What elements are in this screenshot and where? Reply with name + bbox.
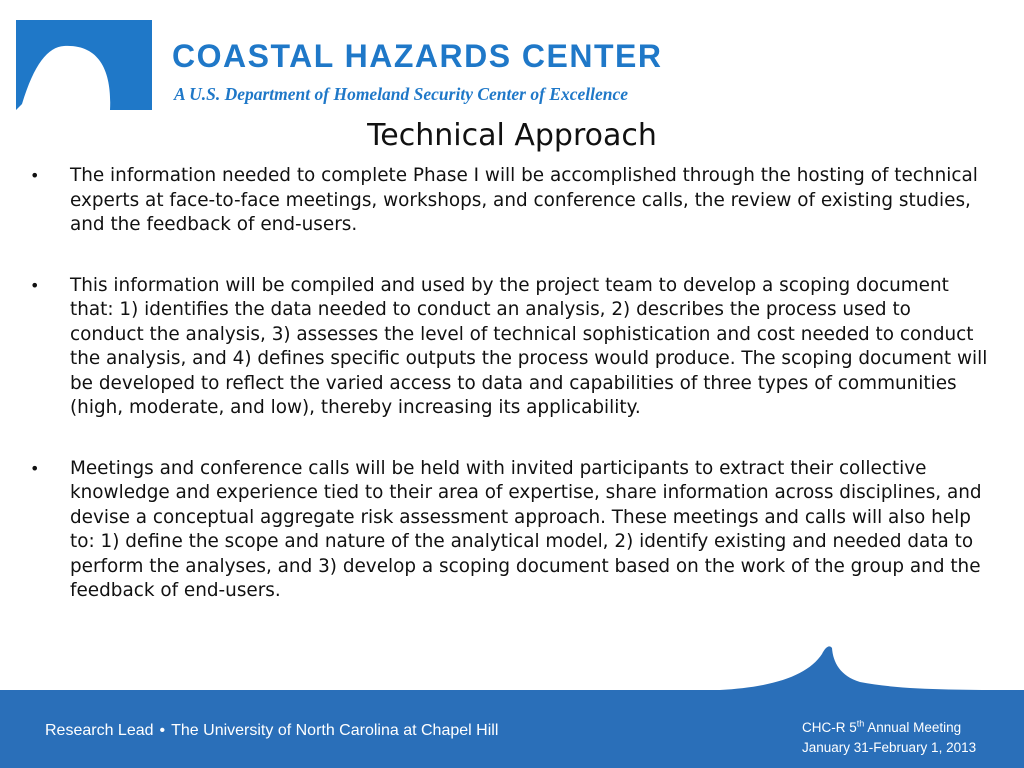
footer-research-lead bbox=[45, 721, 498, 741]
bullet-item bbox=[26, 457, 988, 604]
bullet-list bbox=[26, 164, 988, 640]
bullet-text: Meetings and conference calls will be held with invited participants to extract their collective knowledge and experience tied to their area of expertise, share information across disciplines, and devise a conceptual aggregate risk assessment approach. These meetings and calls will also help to: 1) define the scope and nature of the analytical model, 2) identify existing and needed data to perform the analyses, and 3) develop a scoping document based on the work of the group and the feedback of end-users. bbox=[70, 457, 982, 601]
bullet-dot-icon: • bbox=[30, 275, 40, 295]
institution-name: The University of North Carolina at Chapel Hill bbox=[171, 722, 499, 739]
bullet-item bbox=[26, 164, 988, 238]
footer-meeting-info bbox=[802, 718, 976, 758]
research-lead-label: Research Lead bbox=[45, 722, 154, 739]
bullet-dot-icon: • bbox=[30, 166, 40, 185]
meeting-title: CHC-R 5th Annual Meeting bbox=[802, 718, 962, 735]
slide-title: Technical Approach bbox=[367, 118, 657, 153]
bullet-dot-icon: • bbox=[30, 458, 40, 478]
bullet-text: The information needed to complete Phase I will be accomplished through the hosting of technical experts at face-to-face meetings, workshops, and conference calls, the review of existing studies, and the feedback of end-users. bbox=[70, 165, 978, 235]
bullet-text: This information will be compiled and used by the project team to develop a scoping document that: 1) identifies the data needed to conduct an analysis, 2) describes the process used to conduct the analysis, 3) assesses the level of technical sophistication and cost needed to conduct the analysis, and 4) defines specific outputs the process would produce. The scoping document will be developed to reflect the varied access to data and capabilities of three types of communities (high, moderate, and low), thereby increasing its applicability. bbox=[70, 274, 988, 418]
bullet-item bbox=[26, 274, 988, 421]
org-name: COASTAL HAZARDS CENTER bbox=[172, 38, 663, 74]
footer-separator: • bbox=[159, 722, 166, 739]
org-tagline: A U.S. Department of Homeland Security Center of Excellence bbox=[174, 84, 629, 104]
coastal-wave-logo-icon bbox=[16, 20, 152, 110]
meeting-dates: January 31-February 1, 2013 bbox=[802, 740, 977, 755]
